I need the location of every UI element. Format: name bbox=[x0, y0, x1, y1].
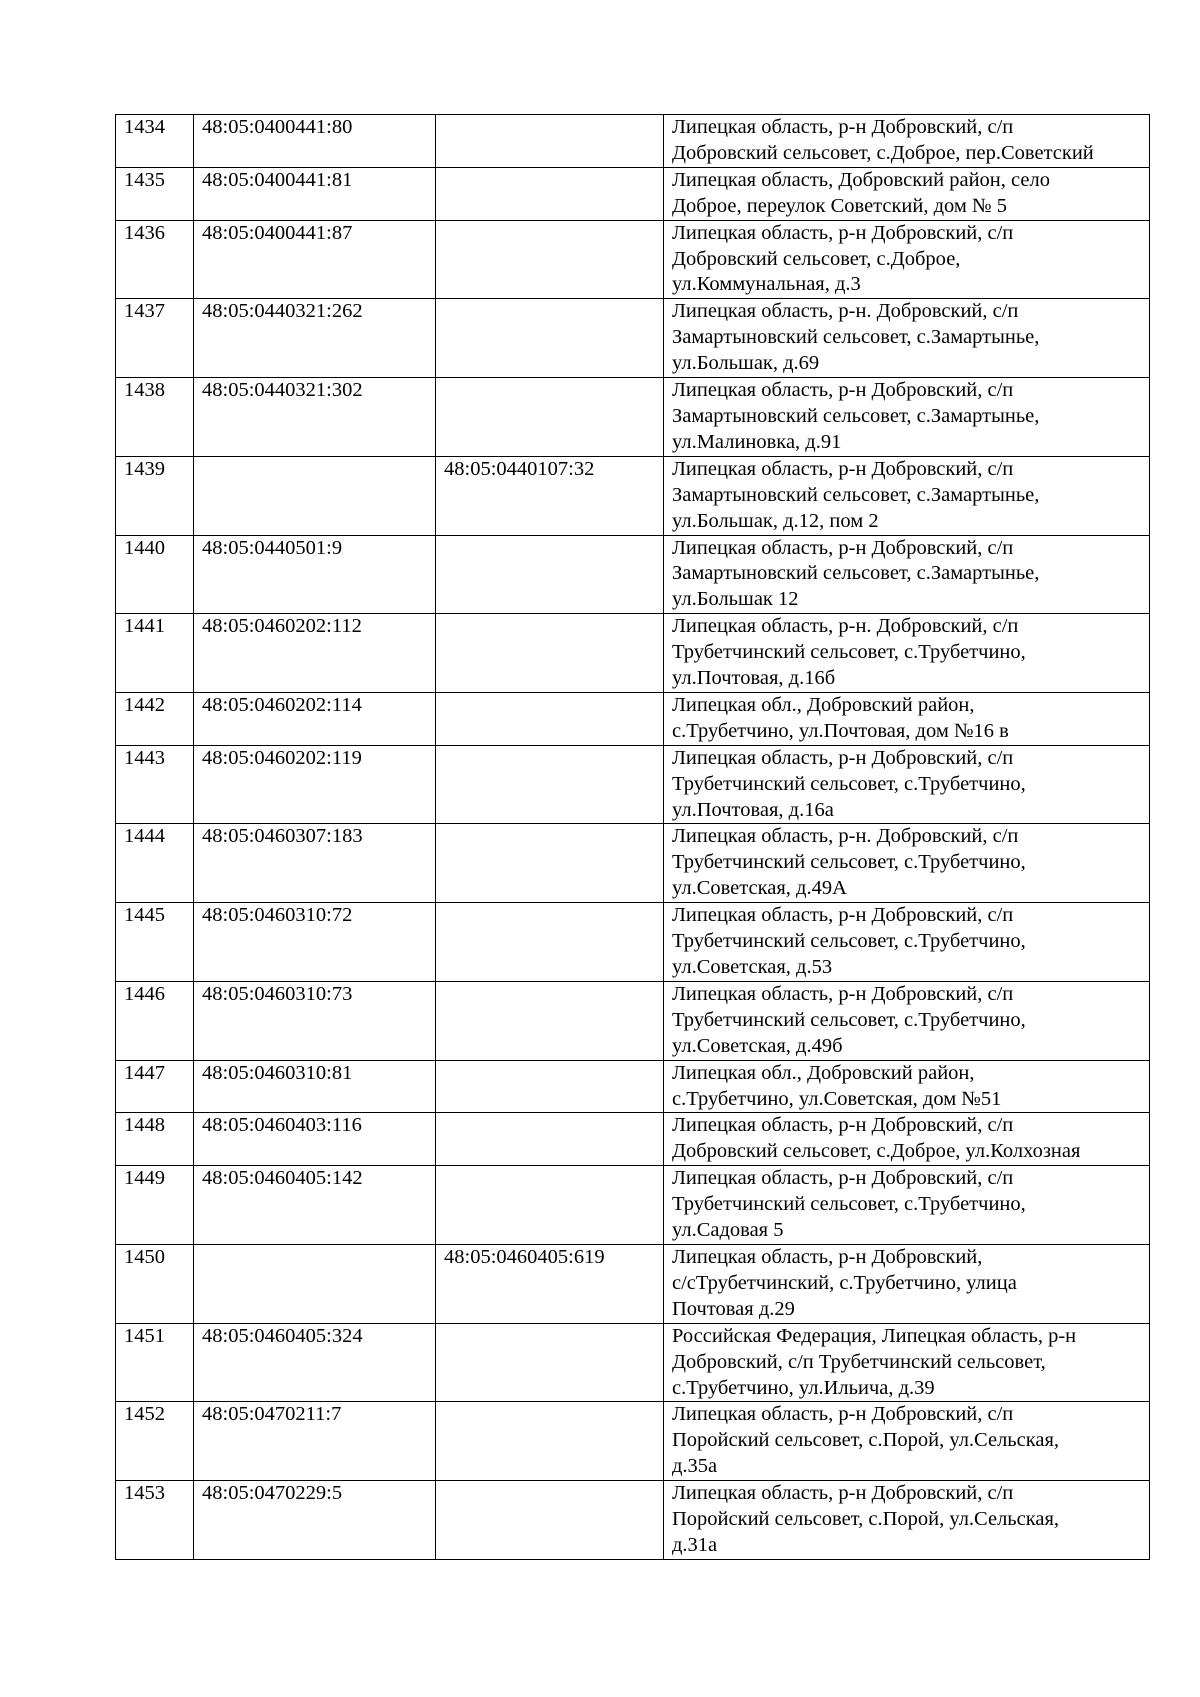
row-number-cell: 1439 bbox=[116, 456, 194, 535]
address-cell bbox=[664, 220, 1150, 299]
address-line: Трубетчинский сельсовет, с.Трубетчино, bbox=[672, 1193, 1026, 1216]
address-cell bbox=[664, 535, 1150, 614]
premises-cadastral-number-cell bbox=[436, 1166, 664, 1245]
premises-cadastral-number-cell bbox=[436, 745, 664, 824]
address-line: Добровский, с/п Трубетчинский сельсовет, bbox=[672, 1350, 1046, 1373]
table-row bbox=[116, 614, 1150, 693]
table-row bbox=[116, 1481, 1150, 1560]
table-row bbox=[116, 981, 1150, 1060]
address-line: ул.Большак, д.12, пом 2 bbox=[672, 509, 879, 532]
address-cell bbox=[664, 903, 1150, 982]
address-line: с.Трубетчино, ул.Советская, дом №51 bbox=[672, 1087, 1002, 1110]
address-line: Липецкая область, р-н Добровский, с/п bbox=[672, 379, 1014, 402]
address-cell bbox=[664, 299, 1150, 378]
address-line: д.35а bbox=[672, 1455, 718, 1478]
table-row bbox=[116, 1113, 1150, 1166]
cadastral-number-cell: 48:05:0460310:73 bbox=[194, 981, 436, 1060]
premises-cadastral-number-cell bbox=[436, 614, 664, 693]
cadastral-number-cell: 48:05:0460310:81 bbox=[194, 1060, 436, 1113]
address-line: Липецкая область, р-н Добровский, с/п bbox=[672, 1167, 1014, 1190]
address-line: ул.Советская, д.53 bbox=[672, 956, 833, 978]
premises-cadastral-number-cell bbox=[436, 692, 664, 745]
address-line: ул.Коммунальная, д.3 bbox=[672, 273, 861, 296]
table-row bbox=[116, 535, 1150, 614]
address-line: Трубетчинский сельсовет, с.Трубетчино, bbox=[672, 772, 1026, 795]
address-cell bbox=[664, 692, 1150, 745]
address-line: Липецкая область, р-н Добровский, с/п bbox=[672, 746, 1014, 769]
cadastral-number-cell: 48:05:0460202:112 bbox=[194, 614, 436, 693]
table-row bbox=[116, 220, 1150, 299]
address-cell bbox=[664, 1481, 1150, 1560]
address-line: Липецкая область, р-н Добровский, bbox=[672, 1245, 983, 1268]
cadastral-number-cell: 48:05:0460307:183 bbox=[194, 824, 436, 903]
address-line: Липецкая область, р-н Добровский, с/п bbox=[672, 1482, 1014, 1505]
premises-cadastral-number-cell: 48:05:0460405:619 bbox=[436, 1244, 664, 1323]
address-cell bbox=[664, 1402, 1150, 1481]
address-line: ул.Малиновка, д.91 bbox=[672, 430, 842, 453]
address-line: Липецкая область, р-н Добровский, с/п bbox=[672, 457, 1014, 480]
address-line: д.31а bbox=[672, 1533, 718, 1556]
address-line: ул.Садовая 5 bbox=[672, 1219, 784, 1242]
address-line: ул.Большак, д.69 bbox=[672, 352, 820, 375]
table-row bbox=[116, 692, 1150, 745]
address-cell bbox=[664, 1323, 1150, 1402]
address-line: Трубетчинский сельсовет, с.Трубетчино, bbox=[672, 1008, 1026, 1031]
address-line: Липецкая область, р-н Добровский, с/п bbox=[672, 1403, 1014, 1426]
row-number-cell: 1449 bbox=[116, 1166, 194, 1245]
address-line: с/сТрубетчинский, с.Трубетчино, улица bbox=[672, 1271, 1017, 1294]
row-number-cell: 1451 bbox=[116, 1323, 194, 1402]
cadastral-number-cell: 48:05:0400441:81 bbox=[194, 167, 436, 220]
address-line: с.Трубетчино, ул.Ильича, д.39 bbox=[672, 1376, 935, 1399]
cadastral-number-cell: 48:05:0440321:302 bbox=[194, 378, 436, 457]
address-line: Доброе, переулок Советский, дом № 5 bbox=[672, 194, 1007, 217]
address-line: ул.Большак 12 bbox=[672, 588, 799, 611]
premises-cadastral-number-cell bbox=[436, 167, 664, 220]
cadastral-number-cell: 48:05:0440501:9 bbox=[194, 535, 436, 614]
address-line: Добровский сельсовет, с.Доброе, bbox=[672, 247, 961, 270]
premises-cadastral-number-cell bbox=[436, 1323, 664, 1402]
row-number-cell: 1436 bbox=[116, 220, 194, 299]
premises-cadastral-number-cell: 48:05:0440107:32 bbox=[436, 456, 664, 535]
row-number-cell: 1447 bbox=[116, 1060, 194, 1113]
premises-cadastral-number-cell bbox=[436, 1060, 664, 1113]
address-line: Липецкая область, р-н Добровский, с/п bbox=[672, 116, 1014, 138]
premises-cadastral-number-cell bbox=[436, 1481, 664, 1560]
row-number-cell: 1450 bbox=[116, 1244, 194, 1323]
address-cell bbox=[664, 1060, 1150, 1113]
address-cell bbox=[664, 1166, 1150, 1245]
address-line: Липецкая область, Добровский район, село bbox=[672, 168, 1050, 191]
registry-table-body bbox=[116, 115, 1150, 1560]
address-line: ул.Почтовая, д.16а bbox=[672, 798, 834, 821]
cadastral-number-cell: 48:05:0400441:80 bbox=[194, 115, 436, 168]
address-cell bbox=[664, 614, 1150, 693]
table-row bbox=[116, 378, 1150, 457]
premises-cadastral-number-cell bbox=[436, 115, 664, 168]
cadastral-number-cell: 48:05:0470229:5 bbox=[194, 1481, 436, 1560]
address-cell bbox=[664, 456, 1150, 535]
cadastral-number-cell: 48:05:0460405:324 bbox=[194, 1323, 436, 1402]
row-number-cell: 1446 bbox=[116, 981, 194, 1060]
row-number-cell: 1437 bbox=[116, 299, 194, 378]
address-cell bbox=[664, 378, 1150, 457]
cadastral-number-cell: 48:05:0460405:142 bbox=[194, 1166, 436, 1245]
row-number-cell: 1435 bbox=[116, 167, 194, 220]
premises-cadastral-number-cell bbox=[436, 299, 664, 378]
address-line: ул.Советская, д.49А bbox=[672, 877, 847, 900]
table-row bbox=[116, 1323, 1150, 1402]
row-number-cell: 1440 bbox=[116, 535, 194, 614]
address-line: Липецкая область, р-н Добровский, с/п bbox=[672, 221, 1014, 244]
address-line: Липецкая область, р-н Добровский, с/п bbox=[672, 904, 1014, 927]
address-line: ул.Советская, д.49б bbox=[672, 1034, 843, 1057]
address-line: Замартыновский сельсовет, с.Замартынье, bbox=[672, 404, 1040, 427]
address-cell bbox=[664, 745, 1150, 824]
premises-cadastral-number-cell bbox=[436, 1402, 664, 1481]
premises-cadastral-number-cell bbox=[436, 535, 664, 614]
address-line: Липецкая область, р-н Добровский, с/п bbox=[672, 536, 1014, 559]
address-line: Почтовая д.29 bbox=[672, 1297, 795, 1320]
premises-cadastral-number-cell bbox=[436, 220, 664, 299]
row-number-cell: 1444 bbox=[116, 824, 194, 903]
table-row bbox=[116, 745, 1150, 824]
address-cell bbox=[664, 115, 1150, 168]
premises-cadastral-number-cell bbox=[436, 1113, 664, 1166]
address-line: Липецкая область, р-н Добровский, с/п bbox=[672, 982, 1014, 1005]
address-cell bbox=[664, 981, 1150, 1060]
address-line: Липецкая область, р-н. Добровский, с/п bbox=[672, 300, 1019, 323]
address-line: Трубетчинский сельсовет, с.Трубетчино, bbox=[672, 851, 1026, 874]
address-line: Липецкая область, р-н. Добровский, с/п bbox=[672, 615, 1019, 638]
cadastral-number-cell bbox=[194, 1244, 436, 1323]
row-number-cell: 1452 bbox=[116, 1402, 194, 1481]
premises-cadastral-number-cell bbox=[436, 903, 664, 982]
address-line: Липецкая обл., Добровский район, bbox=[672, 1061, 975, 1084]
table-row bbox=[116, 1244, 1150, 1323]
address-cell bbox=[664, 1113, 1150, 1166]
table-row bbox=[116, 903, 1150, 982]
table-row bbox=[116, 1166, 1150, 1245]
address-cell bbox=[664, 1244, 1150, 1323]
row-number-cell: 1438 bbox=[116, 378, 194, 457]
premises-cadastral-number-cell bbox=[436, 378, 664, 457]
table-row bbox=[116, 115, 1150, 168]
address-cell bbox=[664, 824, 1150, 903]
address-line: с.Трубетчино, ул.Почтовая, дом №16 в bbox=[672, 719, 1009, 742]
row-number-cell: 1453 bbox=[116, 1481, 194, 1560]
row-number-cell: 1448 bbox=[116, 1113, 194, 1166]
address-line: Добровский сельсовет, с.Доброе, ул.Колхозная bbox=[672, 1140, 1081, 1163]
cadastral-number-cell: 48:05:0460202:114 bbox=[194, 692, 436, 745]
address-line: Липецкая область, р-н. Добровский, с/п bbox=[672, 825, 1019, 848]
cadastral-number-cell: 48:05:0440321:262 bbox=[194, 299, 436, 378]
row-number-cell: 1442 bbox=[116, 692, 194, 745]
cadastral-number-cell: 48:05:0460403:116 bbox=[194, 1113, 436, 1166]
table-row bbox=[116, 167, 1150, 220]
table-row bbox=[116, 1402, 1150, 1481]
premises-cadastral-number-cell bbox=[436, 824, 664, 903]
address-line: Поройский сельсовет, с.Порой, ул.Сельская, bbox=[672, 1508, 1060, 1531]
row-number-cell: 1445 bbox=[116, 903, 194, 982]
table-row bbox=[116, 299, 1150, 378]
address-line: Замартыновский сельсовет, с.Замартынье, bbox=[672, 326, 1040, 349]
cadastral-number-cell: 48:05:0460310:72 bbox=[194, 903, 436, 982]
address-line: Замартыновский сельсовет, с.Замартынье, bbox=[672, 483, 1040, 506]
table-row bbox=[116, 1060, 1150, 1113]
table-row bbox=[116, 456, 1150, 535]
cadastral-number-cell: 48:05:0460202:119 bbox=[194, 745, 436, 824]
cadastral-number-cell: 48:05:0400441:87 bbox=[194, 220, 436, 299]
address-line: Замартыновский сельсовет, с.Замартынье, bbox=[672, 562, 1040, 585]
premises-cadastral-number-cell bbox=[436, 981, 664, 1060]
row-number-cell: 1443 bbox=[116, 745, 194, 824]
address-line: Трубетчинский сельсовет, с.Трубетчино, bbox=[672, 641, 1026, 664]
cadastral-number-cell: 48:05:0470211:7 bbox=[194, 1402, 436, 1481]
address-line: Поройский сельсовет, с.Порой, ул.Сельская, bbox=[672, 1429, 1060, 1452]
row-number-cell: 1434 bbox=[116, 115, 194, 168]
address-line: Липецкая обл., Добровский район, bbox=[672, 693, 975, 716]
address-line: Добровский сельсовет, с.Доброе, пер.Советский bbox=[672, 141, 1094, 164]
address-line: Российская Федерация, Липецкая область, р-н bbox=[672, 1324, 1077, 1347]
address-line: Липецкая область, р-н Добровский, с/п bbox=[672, 1114, 1014, 1137]
address-line: ул.Почтовая, д.16б bbox=[672, 667, 836, 690]
registry-table bbox=[115, 114, 1150, 1560]
address-cell bbox=[664, 167, 1150, 220]
cadastral-number-cell bbox=[194, 456, 436, 535]
row-number-cell: 1441 bbox=[116, 614, 194, 693]
address-line: Трубетчинский сельсовет, с.Трубетчино, bbox=[672, 930, 1026, 953]
table-row bbox=[116, 824, 1150, 903]
